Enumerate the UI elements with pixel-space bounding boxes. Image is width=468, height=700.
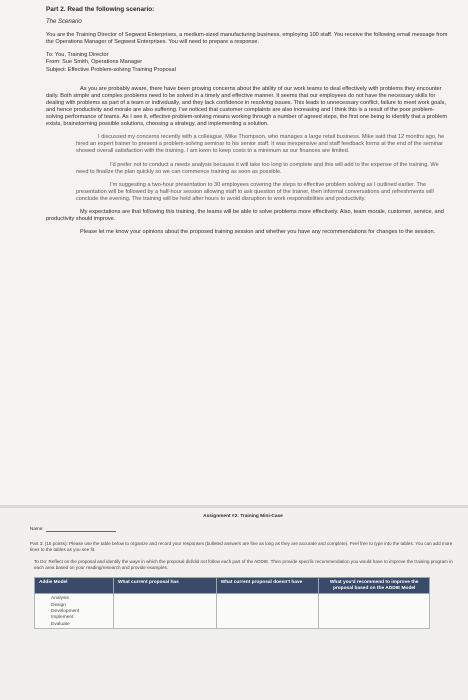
phase-implement: Implement <box>51 615 74 621</box>
addie-table <box>34 577 430 629</box>
part3-instructions: Part 3: (15 points): Please use the table below to organize and record your responses (bulleted answers are fine as long as they are accurate and complete). Feel free to type into the tables. You can add more lines to the tables as you see fit. <box>30 541 453 552</box>
memo-paragraph-2: I discussed my concerns recently with a colleague, Mike Thompson, who manages a large retail business. Mike said that 12 months ago, he hired an expert trainer to present a problem-solving seminar to his senior staff. It was inexpensive and staff feedback forms at the end of the seminar showed overall satisfaction with the training. I am keen to keep costs to a minimum as our finances are limited. <box>76 134 445 155</box>
header-addie-model: Addie Model <box>35 578 114 594</box>
name-field[interactable] <box>46 526 116 532</box>
memo-paragraph-1: As you are probably aware, there have been growing concerns about the ability of our work teams to deal effectively with problems they encounter daily. Both simple and complex problems need to be solved in a timely and effective manner. It seems that our employees do not have the necessary skills for dealing with problems as part of a team or individually, and they lack confidence in resolving issues. This leads to unnecessary conflict, failure to meet work goals, and hence productivity and morale are also suffering. I've noticed that customer complaints are also increasing and I think this is a result of the poor problem-solving performance of teams. As I see it, effective problem-solving means working through a number of agreed steps, the first one being to identify that a problem exists, brainstorming possible solutions, choosing a strategy, and implementing a solution. <box>46 85 447 128</box>
assignment-title: Assignment #2: Training Mini-Case <box>203 514 283 519</box>
name-row <box>30 526 456 532</box>
phase-cell[interactable] <box>35 594 114 629</box>
memo-to: To: You, Training Director <box>46 52 109 59</box>
header-recommendation: What you'd recommend to improve the proposal based on the ADDIE Model <box>319 578 430 594</box>
memo-paragraph-3: I'd prefer not to conduct a needs analysis because it will take too long to complete and this will add to the expense of the training. We need to finalize the plan quickly so we can commence training as soon as possible. <box>76 161 439 175</box>
recommendation-cell[interactable] <box>319 594 430 629</box>
current-lacks-cell[interactable] <box>216 594 319 629</box>
memo-paragraph-5: My expectations are that following this training, the teams will be able to solve problems more effectively. Also, team morale, customer, service, and productivity should improve. <box>46 208 444 223</box>
scenario-heading: The Scenario <box>46 19 82 26</box>
memo-from: From: Sue Smith, Operations Manager <box>46 59 143 66</box>
phase-evaluate: Evaluate <box>51 621 70 627</box>
memo-paragraph-6: Please let me know your opinions about the proposed training session and whether you have any recommendations for changes to the session. <box>80 229 436 236</box>
memo-subject: Subject: Effective Problem-solving Training Proposal <box>46 66 176 73</box>
name-label: Name: <box>30 526 44 531</box>
header-current-lacks: What current proposal doesn't have <box>216 578 319 594</box>
phase-analysis: Analysis <box>51 596 69 602</box>
document-page-2 <box>0 508 468 700</box>
intro-paragraph: You are the Training Director of Segwest Enterprises, a medium-sized manufacturing business, employing 100 staff. You receive the following email message from the Operations Manager of Segwest Enterprises. You will need to prepare a response. <box>46 32 448 46</box>
header-current-has: What current proposal has <box>114 578 217 594</box>
phase-development: Development <box>51 609 80 614</box>
phase-design: Design <box>51 602 66 608</box>
memo-header <box>46 52 450 73</box>
part-heading: Part 2. Read the following scenario: <box>46 6 155 13</box>
current-has-cell[interactable] <box>114 594 217 629</box>
todo-instructions: To Do: Reflect on the proposal and identify the ways in which the proposal did/did not follow each part of the ADDIE. Then provide specific recommendation you would have to improve the training program in each area based on your reading/research and provide examples. <box>34 559 453 570</box>
memo-paragraph-4: I'm suggesting a two-hour presentation to 30 employees covering the steps to effective problem solving as I outlined earlier. The presentation will be followed by a half-hour session allowing staff to ask question of the trainer, then informal conversations and refreshments will conclude the evening. The training will be held after hours to avoid disruption to work responsibilities and productivity. <box>76 181 434 202</box>
